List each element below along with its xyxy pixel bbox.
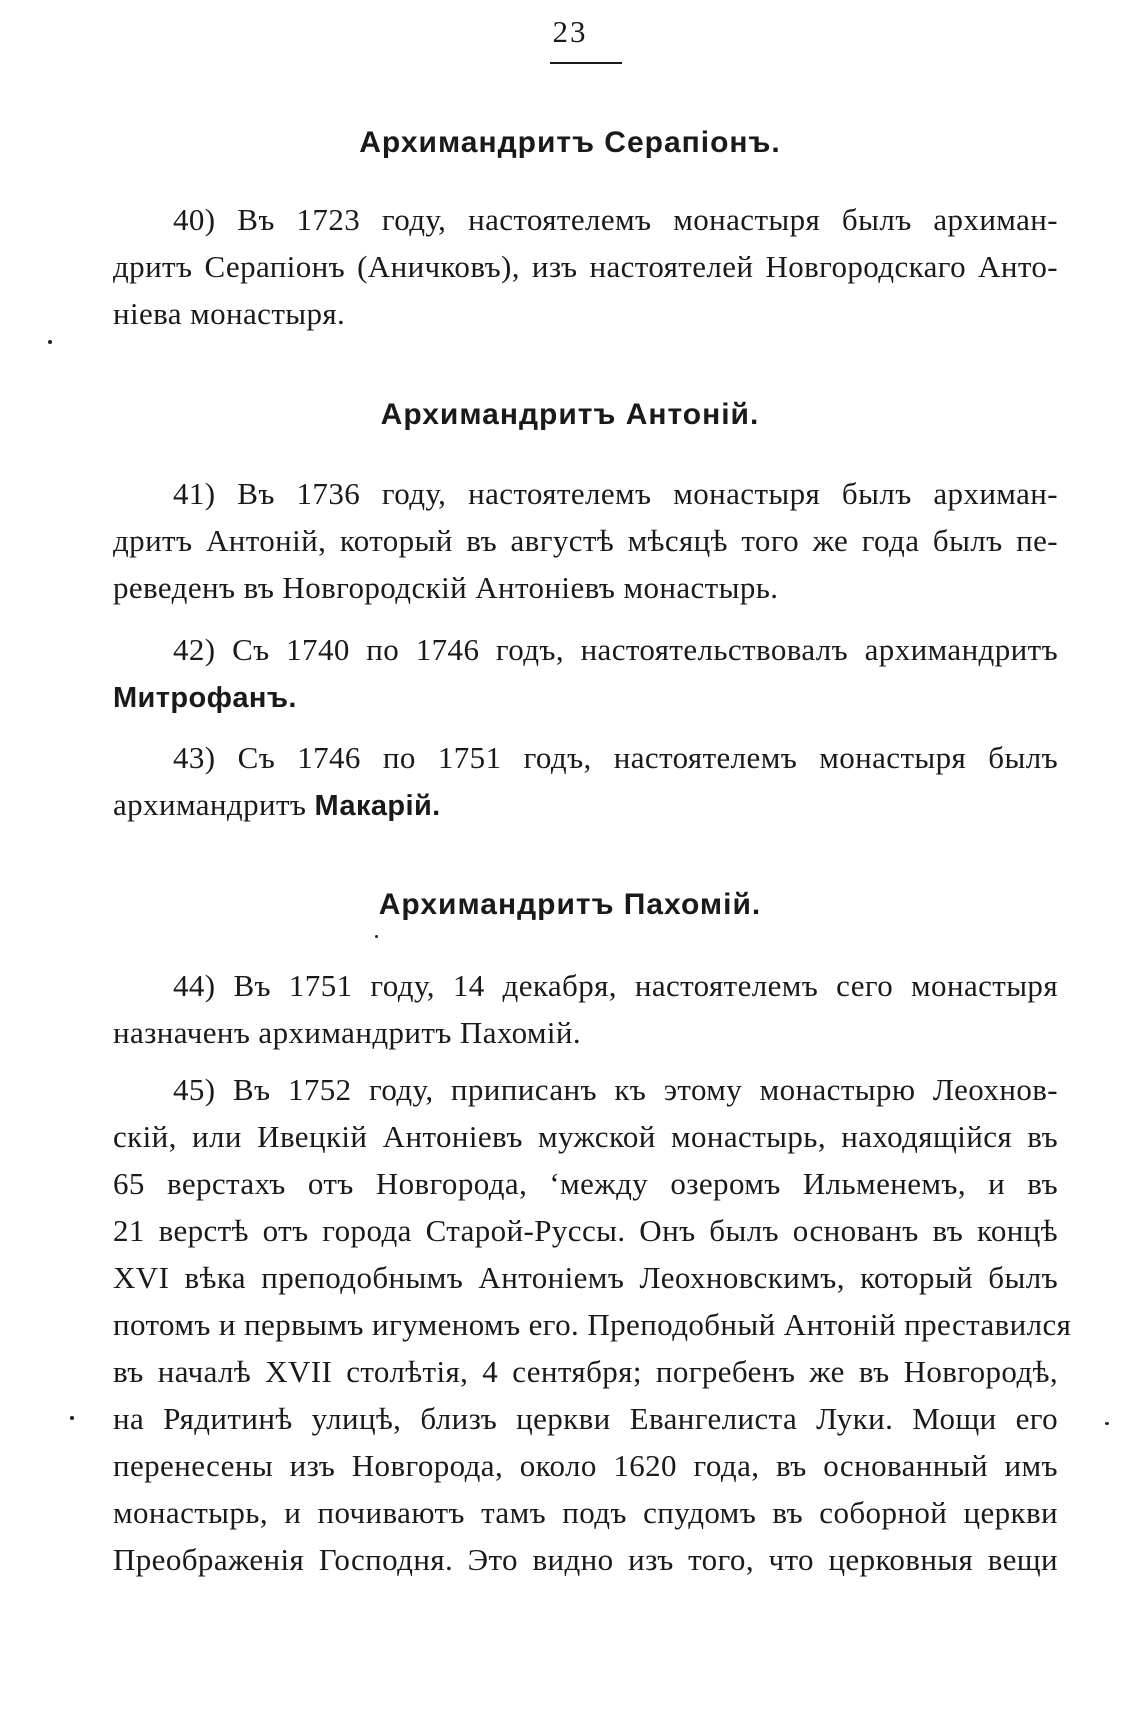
- paragraph-40: [113, 196, 1058, 337]
- paragraph-line: ніева монастыря.: [113, 296, 346, 331]
- paragraph-line: реведенъ въ Новгородскій Антоніевъ монастырь.: [113, 570, 779, 605]
- paragraph-42: [113, 626, 1058, 722]
- scan-speck: [375, 935, 378, 938]
- line-prefix: архимандритъ: [113, 787, 307, 822]
- scan-speck: [48, 340, 52, 344]
- paragraph-line: [113, 673, 1058, 722]
- paragraph-line: назначенъ архимандритъ Пахомій.: [113, 1015, 582, 1050]
- paragraph-41: [113, 470, 1058, 611]
- paragraph-line: 21 верстѣ отъ города Старой-Руссы. Онъ былъ основанъ въ концѣ: [113, 1213, 1058, 1248]
- page-number-rule: [550, 62, 622, 64]
- paragraph-line: 65 верстахъ отъ Новгорода, ‘между озеромъ Ильменемъ, и въ: [113, 1166, 1058, 1201]
- page-number: 23: [552, 14, 588, 49]
- person-name: Митрофанъ.: [113, 682, 297, 714]
- paragraph-line: дритъ Серапіонъ (Аничковъ), изъ настоятелей Новгородскаго Анто-: [113, 249, 1058, 284]
- paragraph-44: [113, 962, 1058, 1056]
- section-heading: Архимандритъ Пахомій.: [378, 888, 762, 921]
- paragraph-line: XVI вѣка преподобнымъ Антоніемъ Леохновскимъ, который былъ: [113, 1260, 1058, 1295]
- paragraph-45: [113, 1066, 1072, 1583]
- paragraph-line: потомъ и первымъ игуменомъ его. Преподобный Антоній преставился: [113, 1307, 1072, 1342]
- paragraph-line: Преображенія Господня. Это видно изъ того, что церковныя вещи: [113, 1542, 1058, 1577]
- paragraph-line: 43) Съ 1746 по 1751 годъ, настоятелемъ монастыря былъ: [173, 740, 1058, 775]
- section-heading: Архимандритъ Антоній.: [380, 398, 760, 431]
- section-heading: Архимандритъ Серапіонъ.: [359, 126, 781, 159]
- paragraph-line: на Рядитинѣ улицѣ, близъ церкви Евангелиста Луки. Мощи его: [113, 1401, 1058, 1436]
- paragraph-line: 40) Въ 1723 году, настоятелемъ монастыря былъ архиман-: [173, 202, 1058, 237]
- paragraph-line: 42) Съ 1740 по 1746 годъ, настоятельствовалъ архимандритъ: [173, 632, 1058, 667]
- person-name: Макарій.: [314, 790, 441, 822]
- paragraph-line: дритъ Антоній, который въ августѣ мѣсяцѣ того же года былъ пе-: [113, 523, 1058, 558]
- paragraph-line: 44) Въ 1751 году, 14 декабря, настоятелемъ сего монастыря: [173, 968, 1058, 1003]
- paragraph-line: 45) Въ 1752 году, приписанъ къ этому монастырю Леохнов-: [173, 1072, 1058, 1107]
- paragraph-line: перенесены изъ Новгорода, около 1620 года, въ основанный имъ: [113, 1448, 1058, 1483]
- scan-speck: [70, 1416, 74, 1420]
- paragraph-line: скій, или Ивецкій Антоніевъ мужской монастырь, находящійся въ: [113, 1119, 1058, 1154]
- paragraph-line: 41) Въ 1736 году, настоятелемъ монастыря былъ архиман-: [173, 476, 1058, 511]
- paragraph-43: [113, 734, 1058, 830]
- scan-speck: [1105, 1422, 1109, 1425]
- paragraph-line: монастырь, и почиваютъ тамъ подъ спудомъ въ соборной церкви: [113, 1495, 1058, 1530]
- paragraph-line: [113, 781, 1058, 830]
- paragraph-line: въ началѣ XVII столѣтія, 4 сентября; погребенъ же въ Новгородѣ,: [113, 1354, 1058, 1389]
